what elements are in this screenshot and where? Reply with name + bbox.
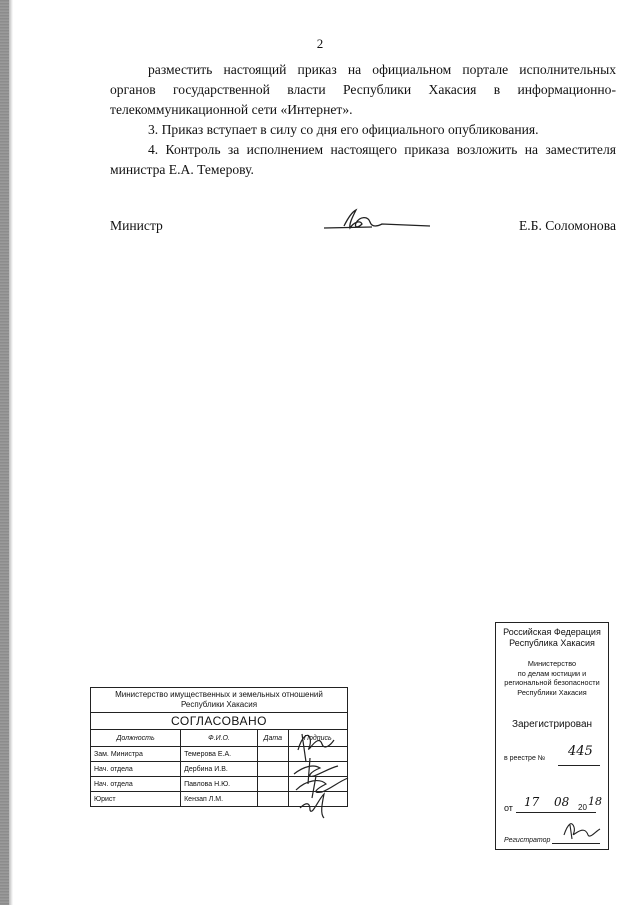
row-position: Юрист (91, 792, 181, 807)
stamp-federation: Российская Федерация (503, 627, 601, 637)
date-day-handwritten: 17 (524, 795, 540, 809)
row-date (257, 762, 288, 777)
row-date (257, 777, 288, 792)
scan-edge-shadow (0, 0, 9, 905)
registration-stamp (495, 622, 609, 850)
registrar-signature (562, 819, 602, 843)
row-date (257, 792, 288, 807)
row-name: Павлова Н.Ю. (181, 777, 258, 792)
approval-heading: СОГЛАСОВАНО (91, 713, 347, 730)
stamp-federation-block (496, 627, 608, 649)
row-name: Темерова Е.А. (181, 747, 258, 762)
column-signature: Подпись (288, 730, 347, 747)
stamp-ministry-line: Республики Хакасия (517, 687, 587, 697)
row-position: Нач. отдела (91, 777, 181, 792)
stamp-ministry-block (496, 659, 608, 697)
page-number: 2 (316, 36, 324, 51)
stamp-registrar-label: Регистратор (504, 837, 551, 844)
date-year-handwritten: 18 (588, 795, 602, 808)
registry-number-line (558, 765, 600, 766)
column-position: Должность (91, 730, 181, 747)
approval-signatures (290, 728, 360, 823)
signature-block (110, 218, 616, 248)
stamp-registry-label: в реестре № (504, 755, 546, 762)
paragraph-publication: разместить настоящий приказ на официальном портале исполнительных органов государственной власти Республики Хакасия в информационно-телекоммуникационной сети «Интернет». (110, 62, 616, 117)
row-date (257, 747, 288, 762)
document-body (110, 60, 616, 180)
stamp-ministry-line: Министерство (527, 659, 577, 668)
signer-title: Министр (110, 218, 163, 233)
registrar-line (552, 843, 600, 844)
registry-number-handwritten: 445 (568, 744, 593, 759)
date-month-handwritten: 08 (554, 795, 570, 809)
stamp-ministry-line: по делам юстиции и (517, 668, 587, 678)
minister-signature (322, 206, 434, 236)
date-year-prefix: 20 (578, 803, 587, 812)
paragraph-effective-date: 3. Приказ вступает в силу со дня его официального опубликования. (148, 122, 539, 137)
stamp-ministry-line: региональной безопасности (504, 678, 600, 687)
row-name: Кензап Л.М. (181, 792, 258, 807)
signer-name: Е.Б. Соломонова (518, 218, 616, 233)
date-line (516, 812, 596, 813)
stamp-date-prefix: от (504, 803, 513, 813)
row-position: Зам. Министра (91, 747, 181, 762)
scan-edge-fade (9, 0, 13, 905)
row-position: Нач. отдела (91, 762, 181, 777)
column-name: Ф.И.О. (181, 730, 258, 747)
stamp-republic: Республика Хакасия (509, 638, 595, 648)
stamp-registered: Зарегистрирован (511, 719, 593, 730)
approval-organization: Министерство имущественных и земельных отношений Республики Хакасия (91, 688, 347, 713)
paragraph-control: 4. Контроль за исполнением настоящего приказа возложить на заместителя министра Е.А. Темерову. (110, 142, 616, 177)
row-name: Дербина И.В. (181, 762, 258, 777)
column-date: Дата (257, 730, 288, 747)
